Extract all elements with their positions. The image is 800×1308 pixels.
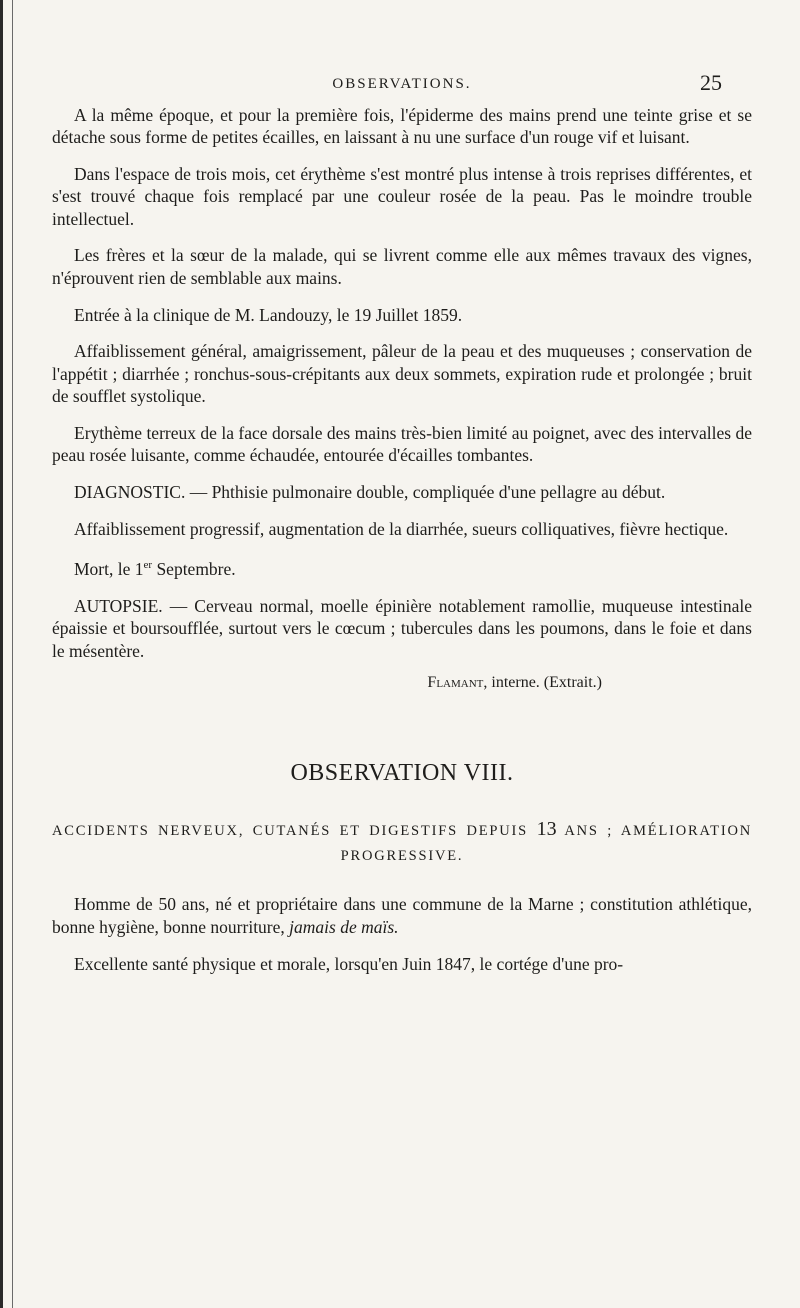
paragraph-5: Affaiblissement général, amaigrissement, pâleur de la peau et des muqueuses ; conservation de l'appétit ; diarrhée ; ronchus-sous-crépitants aux deux sommets, expiration rude et prolongée ; bruit de soufflet systolique. (52, 341, 752, 406)
observation-paragraph-2: Excellente santé physique et morale, lorsqu'en Juin 1847, le cortége d'une pro- (74, 953, 624, 974)
observation-title: OBSERVATION VIII. (290, 760, 514, 787)
page-header (52, 70, 752, 104)
death-text-post: Septembre. (152, 559, 236, 580)
scan-binding-line (12, 0, 13, 1308)
subtitle-part-b: ANS ; AMÉLIORATION PROGRESSIVE. (340, 823, 752, 865)
observation-paragraph-1 (52, 893, 752, 938)
paragraph-autopsie: AUTOPSIE. — Cerveau normal, moelle épinière notablement ramollie, muqueuse intestinale épaissie et boursoufflée, surtout vers le cœcum ; tubercules dans les poumons, dans le foie et dans le mésentère. (52, 596, 752, 661)
obs-p1-italic: jamais de maïs. (289, 916, 399, 937)
paragraph-3: Les frères et la sœur de la malade, qui se livrent comme elle aux mêmes travaux des vignes, n'éprouvent rien de semblable aux mains. (52, 245, 752, 288)
obs-p1-text: Homme de 50 ans, né et propriétaire dans une commune de la Marne ; constitution athlétique, bonne hygiène, bonne nourriture, (52, 894, 752, 937)
signature-rest: , interne. (Extrait.) (483, 674, 602, 692)
subtitle-number: 13 (536, 818, 557, 841)
subtitle-part-a: ACCIDENTS NERVEUX, CUTANÉS ET DIGESTIFS DEPUIS (52, 823, 537, 840)
paragraph-death (52, 554, 752, 580)
death-superscript: er (143, 559, 153, 572)
paragraph-1: A la même époque, et pour la première fois, l'épiderme des mains prend une teinte grise et se détache sous forme de petites écailles, en laissant à nu une surface d'un rouge vif et luisant. (52, 105, 752, 148)
paragraph-6: Erythème terreux de la face dorsale des mains très-bien limité au poignet, avec des intervalles de peau rosée luisante, comme échaudée, entourée d'écailles tombantes. (52, 422, 752, 466)
page-number: 25 (700, 70, 722, 95)
signature (52, 674, 752, 692)
book-page (52, 70, 752, 989)
running-title: OBSERVATIONS. (332, 76, 472, 92)
death-text-pre: Mort, le 1 (74, 559, 144, 580)
observation-subtitle (52, 817, 752, 869)
paragraph-4: Entrée à la clinique de M. Landouzy, le 19 Juillet 1859. (74, 304, 463, 325)
paragraph-8: Affaiblissement progressif, augmentation de la diarrhée, sueurs colliquatives, fièvre hectique. (74, 518, 729, 539)
paragraph-diagnostic: DIAGNOSTIC. — Phthisie pulmonaire double, compliquée d'une pellagre au début. (74, 481, 666, 502)
scan-binding-edge (0, 0, 3, 1308)
signature-author: Flamant (427, 674, 484, 692)
paragraph-2: Dans l'espace de trois mois, cet érythème s'est montré plus intense à trois reprises différentes, et s'est trouvé chaque fois remplacé par une couleur rosée de la peau. Pas le moindre trouble intellectuel. (52, 164, 752, 229)
